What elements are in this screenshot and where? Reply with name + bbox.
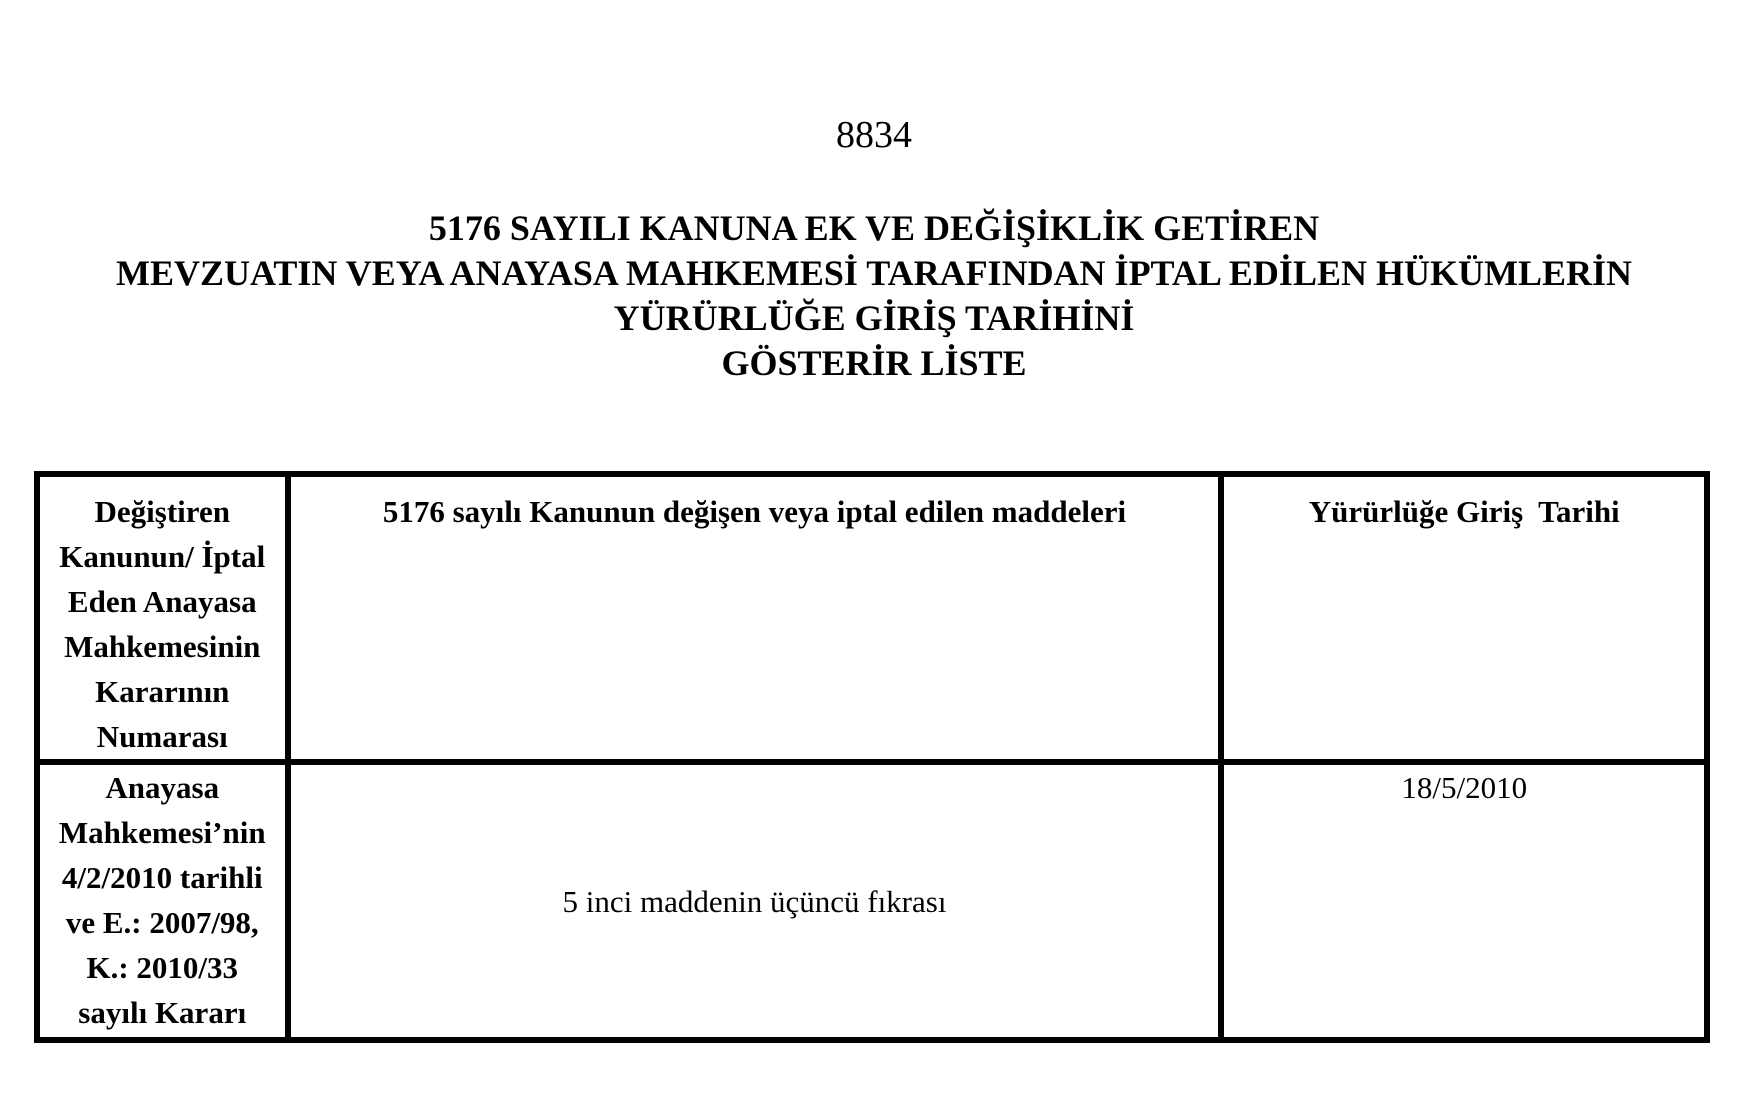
- cell-col1-line: sayılı Kararı: [78, 995, 247, 1030]
- document-title: [0, 206, 1748, 386]
- cell-changed-article: 5 inci maddenin üçüncü fıkrası: [288, 762, 1222, 1040]
- amendment-list-table: [34, 471, 1710, 1043]
- table-header-row: [37, 474, 1707, 762]
- cell-col1-line: 4/2/2010 tarihli: [61, 860, 263, 895]
- title-line-2: MEVZUATIN VEYA ANAYASA MAHKEMESİ TARAFINDAN İPTAL EDİLEN HÜKÜMLERİN: [116, 253, 1632, 293]
- header-col1-line: Değiştiren: [94, 494, 230, 529]
- header-col1-line: Kanunun/ İptal: [59, 539, 266, 574]
- header-col1-line: Mahkemesinin: [64, 629, 261, 664]
- title-line-1: 5176 SAYILI KANUNA EK VE DEĞİŞİKLİK GETİREN: [428, 208, 1320, 248]
- cell-effective-date: 18/5/2010: [1221, 762, 1707, 1040]
- cell-decision-number: [37, 762, 288, 1040]
- header-col1-line: Kararının: [95, 674, 230, 709]
- header-col1-line: Eden Anayasa: [67, 584, 257, 619]
- title-line-3: YÜRÜRLÜĞE GİRİŞ TARİHİNİ: [613, 298, 1135, 338]
- header-effective-date: Yürürlüğe Giriş Tarihi: [1221, 474, 1707, 762]
- cell-col1-line: K.: 2010/33: [86, 950, 239, 985]
- header-changed-articles: 5176 sayılı Kanunun değişen veya iptal edilen maddeleri: [288, 474, 1222, 762]
- page-number: 8834: [836, 114, 912, 156]
- title-line-4: GÖSTERİR LİSTE: [721, 343, 1027, 383]
- cell-col1-line: Anayasa: [105, 770, 220, 805]
- cell-col1-line: Mahkemesi’nin: [58, 815, 266, 850]
- header-col1-line: Numarası: [96, 719, 228, 754]
- header-amending-law-number: [37, 474, 288, 762]
- cell-col1-line: ve E.: 2007/98,: [65, 905, 259, 940]
- table-row: [37, 762, 1707, 1040]
